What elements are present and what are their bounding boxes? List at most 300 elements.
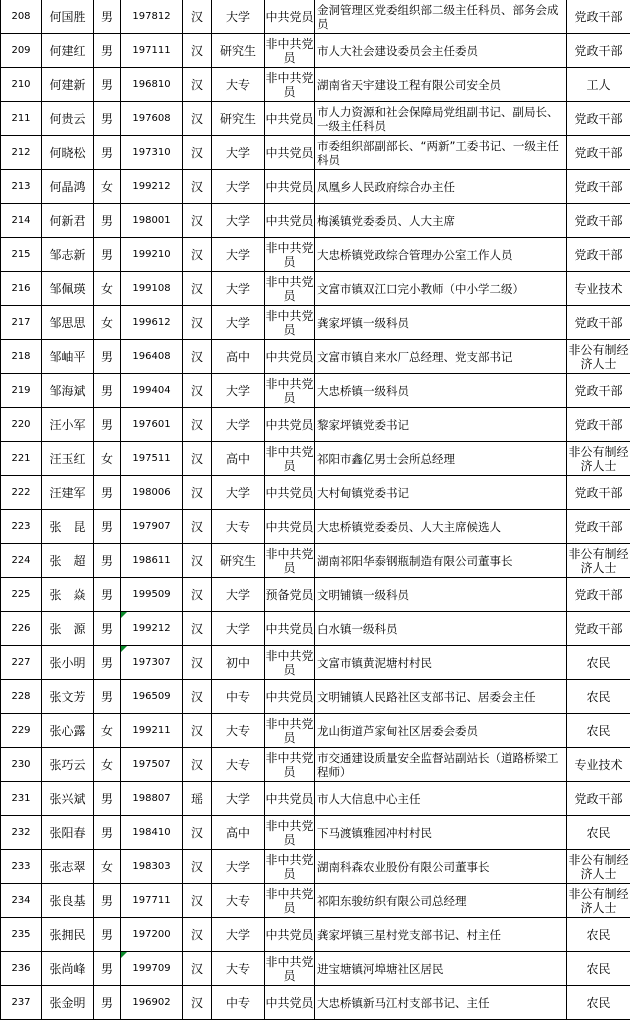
- education-cell: [212, 544, 265, 578]
- row-number-cell: [1, 238, 42, 272]
- row-number-cell-text: 221: [11, 452, 31, 464]
- table-row: [1, 612, 630, 646]
- education-cell-text: 大学: [225, 281, 250, 296]
- gender-cell: [94, 136, 121, 170]
- birth-date-cell: [121, 918, 183, 952]
- position-cell-text: 进宝塘镇河埠塘社区居民: [317, 961, 444, 976]
- education-cell-text: 高中: [225, 825, 250, 840]
- education-cell-text: 高中: [225, 451, 250, 466]
- category-cell: [567, 646, 630, 680]
- education-cell: [212, 578, 265, 612]
- gender-cell: [94, 680, 121, 714]
- name-cell-text: 邹佩瑛: [49, 281, 86, 296]
- education-cell: [212, 442, 265, 476]
- position-cell-text: 白水镇一级科员: [317, 621, 398, 636]
- ethnicity-cell: [183, 782, 212, 816]
- gender-cell-text: 男: [100, 43, 113, 58]
- ethnicity-cell-text: 汉: [190, 757, 203, 772]
- ethnicity-cell-text: 汉: [190, 145, 203, 160]
- position-cell: [315, 170, 567, 204]
- table-row: [1, 952, 630, 986]
- row-number-cell-text: 213: [11, 180, 31, 192]
- category-cell: [567, 136, 630, 170]
- birth-date-cell: [121, 986, 183, 1020]
- birth-date-cell: [121, 238, 183, 272]
- table-row: [1, 272, 630, 306]
- birth-date-cell: [121, 204, 183, 238]
- row-number-cell: [1, 0, 42, 34]
- row-number-cell-text: 212: [11, 146, 31, 158]
- name-cell: [42, 0, 94, 34]
- birth-date-cell: [121, 510, 183, 544]
- gender-cell-text: 男: [100, 655, 113, 670]
- position-cell: [315, 34, 567, 68]
- party-affiliation-cell-text: 非中共党员: [265, 852, 314, 881]
- education-cell: [212, 850, 265, 884]
- category-cell: [567, 578, 630, 612]
- education-cell-text: 研究生: [219, 553, 256, 568]
- category-cell-text: 党政干部: [574, 111, 623, 126]
- name-cell-text: 何晓松: [49, 145, 86, 160]
- birth-date-cell: [121, 714, 183, 748]
- party-affiliation-cell-text: 中共党员: [265, 111, 314, 126]
- name-cell: [42, 68, 94, 102]
- ethnicity-cell: [183, 136, 212, 170]
- category-cell: [567, 238, 630, 272]
- category-cell-text: 党政干部: [574, 417, 623, 432]
- birth-date-cell: [121, 748, 183, 782]
- ethnicity-cell: [183, 374, 212, 408]
- row-number-cell: [1, 578, 42, 612]
- category-cell: [567, 476, 630, 510]
- category-cell: [567, 952, 630, 986]
- ethnicity-cell-text: 汉: [190, 553, 203, 568]
- name-cell-text: 何国胜: [49, 9, 86, 24]
- gender-cell-text: 男: [100, 485, 113, 500]
- party-affiliation-cell-text: 非中共党员: [265, 546, 314, 575]
- gender-cell: [94, 34, 121, 68]
- education-cell: [212, 306, 265, 340]
- education-cell-text: 大专: [225, 961, 250, 976]
- row-number-cell: [1, 714, 42, 748]
- position-cell: [315, 544, 567, 578]
- education-cell: [212, 884, 265, 918]
- education-cell-text: 大学: [225, 621, 250, 636]
- education-cell: [212, 136, 265, 170]
- party-affiliation-cell: [265, 748, 315, 782]
- ethnicity-cell: [183, 68, 212, 102]
- name-cell: [42, 510, 94, 544]
- birth-date-cell-text: 198303: [132, 860, 171, 872]
- gender-cell: [94, 204, 121, 238]
- row-number-cell-text: 225: [11, 588, 31, 600]
- education-cell: [212, 646, 265, 680]
- name-cell: [42, 884, 94, 918]
- education-cell: [212, 782, 265, 816]
- gender-cell: [94, 306, 121, 340]
- position-cell: [315, 680, 567, 714]
- ethnicity-cell-text: 汉: [190, 689, 203, 704]
- category-cell: [567, 986, 630, 1020]
- row-number-cell-text: 219: [11, 384, 31, 396]
- education-cell: [212, 102, 265, 136]
- name-cell: [42, 170, 94, 204]
- party-affiliation-cell-text: 非中共党员: [265, 240, 314, 269]
- education-cell-text: 大学: [225, 383, 250, 398]
- category-cell: [567, 340, 630, 374]
- name-cell-text: 何新君: [49, 213, 86, 228]
- ethnicity-cell-text: 汉: [190, 77, 203, 92]
- position-cell-text: 下马渡镇雅园冲村村民: [317, 825, 432, 840]
- education-cell-text: 大专: [225, 77, 250, 92]
- name-cell-text: 张 焱: [49, 587, 86, 602]
- birth-date-cell: [121, 102, 183, 136]
- category-cell: [567, 442, 630, 476]
- table-row: [1, 510, 630, 544]
- category-cell: [567, 68, 630, 102]
- category-cell-text: 农民: [586, 723, 611, 738]
- ethnicity-cell: [183, 510, 212, 544]
- party-affiliation-cell-text: 中共党员: [265, 995, 314, 1010]
- row-number-cell-text: 234: [11, 894, 31, 906]
- category-cell-text: 工人: [586, 77, 611, 92]
- name-cell-text: 张巧云: [49, 757, 86, 772]
- gender-cell-text: 男: [100, 961, 113, 976]
- row-number-cell-text: 233: [11, 860, 31, 872]
- table-row: [1, 34, 630, 68]
- party-affiliation-cell-text: 中共党员: [265, 213, 314, 228]
- party-affiliation-cell-text: 中共党员: [265, 145, 314, 160]
- position-cell: [315, 68, 567, 102]
- party-affiliation-cell-text: 中共党员: [265, 519, 314, 534]
- education-cell: [212, 952, 265, 986]
- party-affiliation-cell: [265, 680, 315, 714]
- ethnicity-cell-text: 汉: [190, 927, 203, 942]
- table-row: [1, 340, 630, 374]
- position-cell-text: 大忠桥镇一级科员: [317, 383, 409, 398]
- category-cell-text: 党政干部: [574, 145, 623, 160]
- party-affiliation-cell: [265, 986, 315, 1020]
- category-cell: [567, 544, 630, 578]
- gender-cell: [94, 714, 121, 748]
- gender-cell: [94, 170, 121, 204]
- position-cell: [315, 918, 567, 952]
- position-cell: [315, 102, 567, 136]
- gender-cell: [94, 102, 121, 136]
- education-cell-text: 中专: [225, 995, 250, 1010]
- birth-date-cell: [121, 170, 183, 204]
- gender-cell-text: 女: [100, 859, 113, 874]
- party-affiliation-cell-text: 中共党员: [265, 9, 314, 24]
- row-number-cell-text: 216: [11, 282, 31, 294]
- table-row: [1, 306, 630, 340]
- gender-cell-text: 男: [100, 927, 113, 942]
- table-row: [1, 476, 630, 510]
- party-affiliation-cell: [265, 68, 315, 102]
- category-cell: [567, 782, 630, 816]
- row-number-cell: [1, 680, 42, 714]
- party-affiliation-cell-text: 中共党员: [265, 689, 314, 704]
- category-cell-text: 非公有制经济人士: [568, 444, 629, 473]
- name-cell: [42, 714, 94, 748]
- ethnicity-cell-text: 汉: [190, 383, 203, 398]
- ethnicity-cell: [183, 816, 212, 850]
- party-affiliation-cell-text: 非中共党员: [265, 308, 314, 337]
- ethnicity-cell-text: 汉: [190, 995, 203, 1010]
- category-cell-text: 党政干部: [574, 621, 623, 636]
- party-affiliation-cell: [265, 340, 315, 374]
- name-cell-text: 何建红: [49, 43, 86, 58]
- birth-date-cell-text: 196902: [132, 996, 171, 1008]
- name-cell: [42, 612, 94, 646]
- ethnicity-cell-text: 汉: [190, 859, 203, 874]
- position-cell-text: 市人大社会建设委员会主任委员: [317, 43, 478, 58]
- category-cell: [567, 34, 630, 68]
- name-cell-text: 何建新: [49, 77, 86, 92]
- ethnicity-cell: [183, 986, 212, 1020]
- category-cell-text: 党政干部: [574, 247, 623, 262]
- party-affiliation-cell-text: 中共党员: [265, 621, 314, 636]
- position-cell-text: 梅溪镇党委委员、人大主席: [317, 213, 455, 228]
- gender-cell: [94, 272, 121, 306]
- position-cell-text: 大忠桥镇新马江村支部书记、主任: [317, 995, 490, 1010]
- row-number-cell-text: 217: [11, 316, 31, 328]
- position-cell-text: 龙山街道芦家甸社区居委会委员: [317, 723, 478, 738]
- party-affiliation-cell-text: 中共党员: [265, 927, 314, 942]
- table-row: [1, 408, 630, 442]
- birth-date-cell: [121, 68, 183, 102]
- category-cell: [567, 748, 630, 782]
- gender-cell: [94, 612, 121, 646]
- position-cell-text: 龚家坪镇一级科员: [317, 315, 409, 330]
- row-number-cell-text: 211: [11, 112, 31, 124]
- name-cell-text: 张拥民: [49, 927, 86, 942]
- education-cell-text: 大学: [225, 927, 250, 942]
- birth-date-cell: [121, 544, 183, 578]
- education-cell: [212, 986, 265, 1020]
- position-cell-text: 大村甸镇党委书记: [317, 485, 409, 500]
- name-cell: [42, 918, 94, 952]
- row-number-cell: [1, 102, 42, 136]
- table-row: [1, 442, 630, 476]
- ethnicity-cell: [183, 238, 212, 272]
- category-cell-text: 党政干部: [574, 43, 623, 58]
- row-number-cell-text: 215: [11, 248, 31, 260]
- name-cell: [42, 102, 94, 136]
- table-row: [1, 204, 630, 238]
- row-number-cell: [1, 136, 42, 170]
- education-cell: [212, 68, 265, 102]
- row-number-cell: [1, 306, 42, 340]
- ethnicity-cell-text: 汉: [190, 485, 203, 500]
- gender-cell-text: 男: [100, 791, 113, 806]
- position-cell: [315, 340, 567, 374]
- birth-date-cell-text: 199108: [132, 282, 171, 294]
- birth-date-cell-text: 199212: [132, 622, 171, 634]
- education-cell-text: 大学: [225, 791, 250, 806]
- gender-cell: [94, 340, 121, 374]
- birth-date-cell: [121, 578, 183, 612]
- table-row: [1, 646, 630, 680]
- name-cell: [42, 340, 94, 374]
- table-row: [1, 816, 630, 850]
- education-cell: [212, 714, 265, 748]
- name-cell: [42, 816, 94, 850]
- birth-date-cell: [121, 442, 183, 476]
- table-row: [1, 782, 630, 816]
- row-number-cell-text: 214: [11, 214, 31, 226]
- party-affiliation-cell-text: 中共党员: [265, 179, 314, 194]
- ethnicity-cell: [183, 714, 212, 748]
- birth-date-cell-text: 197200: [132, 928, 171, 940]
- name-cell-text: 邹志新: [49, 247, 86, 262]
- row-number-cell: [1, 374, 42, 408]
- table-row: [1, 714, 630, 748]
- birth-date-cell-text: 196408: [132, 350, 171, 362]
- education-cell-text: 研究生: [219, 43, 256, 58]
- name-cell: [42, 578, 94, 612]
- gender-cell-text: 男: [100, 247, 113, 262]
- category-cell: [567, 816, 630, 850]
- row-number-cell: [1, 952, 42, 986]
- position-cell: [315, 510, 567, 544]
- position-cell: [315, 714, 567, 748]
- row-number-cell: [1, 884, 42, 918]
- ethnicity-cell: [183, 918, 212, 952]
- party-affiliation-cell: [265, 782, 315, 816]
- name-cell-text: 汪玉红: [49, 451, 86, 466]
- ethnicity-cell-text: 汉: [190, 349, 203, 364]
- ethnicity-cell-text: 汉: [190, 111, 203, 126]
- education-cell: [212, 238, 265, 272]
- ethnicity-cell: [183, 646, 212, 680]
- education-cell-text: 大专: [225, 519, 250, 534]
- row-number-cell-text: 224: [11, 554, 31, 566]
- name-cell-text: 何晶鸿: [49, 179, 86, 194]
- gender-cell: [94, 510, 121, 544]
- row-number-cell-text: 231: [11, 792, 31, 804]
- position-cell-text: 祁阳市鑫亿男士会所总经理: [317, 451, 455, 466]
- gender-cell-text: 女: [100, 451, 113, 466]
- cell-comment-marker-icon: [121, 612, 127, 618]
- category-cell-text: 农民: [586, 995, 611, 1010]
- party-affiliation-cell-text: 非中共党员: [265, 750, 314, 779]
- gender-cell-text: 男: [100, 9, 113, 24]
- category-cell: [567, 850, 630, 884]
- name-cell: [42, 544, 94, 578]
- category-cell-text: 党政干部: [574, 383, 623, 398]
- gender-cell-text: 男: [100, 417, 113, 432]
- position-cell-text: 湖南祁阳华泰钢瓶制造有限公司董事长: [317, 553, 513, 568]
- gender-cell: [94, 408, 121, 442]
- party-affiliation-cell-text: 中共党员: [265, 791, 314, 806]
- position-cell-text: 文明铺镇一级科员: [317, 587, 409, 602]
- party-affiliation-cell: [265, 408, 315, 442]
- birth-date-cell-text: 197307: [132, 656, 171, 668]
- gender-cell-text: 女: [100, 757, 113, 772]
- position-cell-text: 凤凰乡人民政府综合办主任: [317, 179, 455, 194]
- category-cell: [567, 884, 630, 918]
- gender-cell: [94, 578, 121, 612]
- name-cell-text: 张心露: [49, 723, 86, 738]
- position-cell: [315, 272, 567, 306]
- category-cell-text: 党政干部: [574, 791, 623, 806]
- position-cell: [315, 986, 567, 1020]
- education-cell: [212, 374, 265, 408]
- birth-date-cell: [121, 952, 183, 986]
- party-affiliation-cell: [265, 884, 315, 918]
- ethnicity-cell-text: 汉: [190, 43, 203, 58]
- gender-cell-text: 男: [100, 825, 113, 840]
- gender-cell-text: 女: [100, 281, 113, 296]
- name-cell-text: 汪小军: [49, 417, 86, 432]
- name-cell: [42, 272, 94, 306]
- category-cell: [567, 306, 630, 340]
- gender-cell: [94, 646, 121, 680]
- party-affiliation-cell-text: 非中共党员: [265, 70, 314, 99]
- gender-cell: [94, 748, 121, 782]
- ethnicity-cell: [183, 102, 212, 136]
- ethnicity-cell-text: 汉: [190, 451, 203, 466]
- row-number-cell-text: 232: [11, 826, 31, 838]
- birth-date-cell: [121, 408, 183, 442]
- gender-cell-text: 男: [100, 995, 113, 1010]
- name-cell-text: 张 昆: [49, 519, 86, 534]
- ethnicity-cell: [183, 272, 212, 306]
- category-cell-text: 党政干部: [574, 587, 623, 602]
- birth-date-cell-text: 198006: [132, 486, 171, 498]
- name-cell-text: 张小明: [49, 655, 86, 670]
- ethnicity-cell-text: 汉: [190, 519, 203, 534]
- ethnicity-cell-text: 汉: [190, 587, 203, 602]
- party-affiliation-cell: [265, 578, 315, 612]
- gender-cell-text: 男: [100, 893, 113, 908]
- party-affiliation-cell: [265, 510, 315, 544]
- category-cell-text: 专业技术: [574, 757, 623, 772]
- ethnicity-cell: [183, 544, 212, 578]
- position-cell-text: 湖南科森农业股份有限公司董事长: [317, 859, 490, 874]
- education-cell: [212, 680, 265, 714]
- name-cell: [42, 476, 94, 510]
- birth-date-cell: [121, 884, 183, 918]
- category-cell: [567, 510, 630, 544]
- education-cell: [212, 204, 265, 238]
- category-cell-text: 党政干部: [574, 179, 623, 194]
- education-cell-text: 大学: [225, 859, 250, 874]
- name-cell: [42, 680, 94, 714]
- position-cell-text: 市人力资源和社会保障局党组副书记、副局长、一级主任科员: [317, 104, 559, 133]
- row-number-cell-text: 227: [11, 656, 31, 668]
- row-number-cell-text: 226: [11, 622, 31, 634]
- gender-cell: [94, 884, 121, 918]
- ethnicity-cell-text: 汉: [190, 825, 203, 840]
- position-cell-text: 祁阳东骏纺织有限公司总经理: [317, 893, 467, 908]
- ethnicity-cell-text: 汉: [190, 281, 203, 296]
- party-affiliation-cell-text: 非中共党员: [265, 954, 314, 983]
- position-cell: [315, 646, 567, 680]
- position-cell-text: 大忠桥镇党政综合管理办公室工作人员: [317, 247, 513, 262]
- birth-date-cell: [121, 850, 183, 884]
- name-cell-text: 张 源: [49, 621, 86, 636]
- birth-date-cell: [121, 0, 183, 34]
- row-number-cell-text: 210: [11, 78, 31, 90]
- category-cell: [567, 204, 630, 238]
- party-affiliation-cell: [265, 306, 315, 340]
- birth-date-cell: [121, 272, 183, 306]
- row-number-cell: [1, 748, 42, 782]
- education-cell-text: 大专: [225, 757, 250, 772]
- ethnicity-cell: [183, 952, 212, 986]
